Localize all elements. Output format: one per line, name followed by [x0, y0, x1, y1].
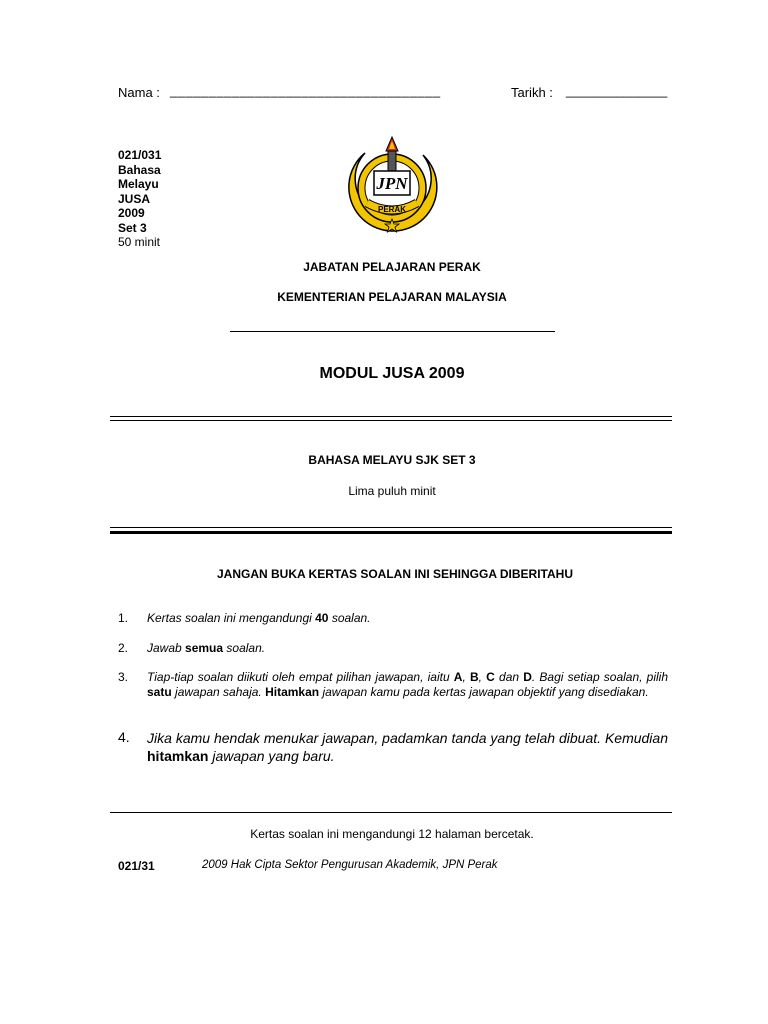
pages-note: Kertas soalan ini mengandungi 12 halaman bercetak.	[250, 827, 534, 841]
instruction-text: Jika kamu hendak menukar jawapan, padamkan tanda yang telah dibuat. Kemudian hitamkan jawapan yang baru.	[147, 730, 668, 764]
paper-title: BAHASA MELAYU SJK SET 3	[308, 453, 476, 467]
paper-year: 2009	[118, 206, 145, 220]
nama-label: Nama :	[118, 85, 160, 100]
jpn-perak-logo	[343, 133, 441, 235]
nama-blank: ___________________________________	[170, 83, 441, 98]
paper-duration-short: 50 minit	[118, 235, 161, 249]
paper-duration: Lima puluh minit	[348, 484, 436, 498]
department-name: JABATAN PELAJARAN PERAK	[303, 260, 481, 274]
copyright-text: 2009 Hak Cipta Sektor Pengurusan Akademik, JPN Perak	[202, 859, 498, 871]
footer-code: 021/31	[118, 859, 155, 873]
paper-code: 021/031	[118, 148, 162, 162]
instruction-text: Tiap-tiap soalan diikuti oleh empat pilihan jawapan, iaitu A, B, C dan D. Bagi setiap soalan, pilih satu jawapan sahaja. Hitamkan jawapan kamu pada kertas jawapan objektif yang disediakan.	[147, 670, 668, 699]
paper-subject-2: Melayu	[118, 177, 159, 191]
paper-set: Set 3	[118, 220, 147, 235]
svg-text:PERAK: PERAK	[377, 205, 407, 214]
instruction-number: 3.	[118, 670, 129, 684]
tarikh-label: Tarikh :	[511, 85, 553, 100]
instruction-text: Kertas soalan ini mengandungi 40 soalan.	[147, 611, 371, 625]
instruction-number: 1.	[118, 611, 129, 625]
svg-text:JPN: JPN	[376, 174, 408, 193]
tarikh-blank: ______________	[566, 83, 668, 98]
instruction-number: 2.	[118, 641, 129, 655]
module-title: MODUL JUSA 2009	[319, 365, 465, 382]
footer-line	[110, 812, 672, 813]
paper-series: JUSA	[118, 191, 151, 206]
paper-info	[118, 148, 161, 250]
thick-line	[110, 531, 672, 534]
paper-subject-1: Bahasa	[118, 162, 161, 177]
double-line-bottom	[110, 420, 672, 421]
thin-line	[110, 527, 672, 528]
instruction-number: 4.	[118, 729, 130, 745]
double-line-top	[110, 416, 672, 417]
ministry-name: KEMENTERIAN PELAJARAN MALAYSIA	[277, 290, 507, 304]
instruction-text: Jawab semua soalan.	[147, 641, 266, 655]
divider-short	[230, 331, 555, 332]
warning-text: JANGAN BUKA KERTAS SOALAN INI SEHINGGA DIBERITAHU	[216, 567, 573, 581]
